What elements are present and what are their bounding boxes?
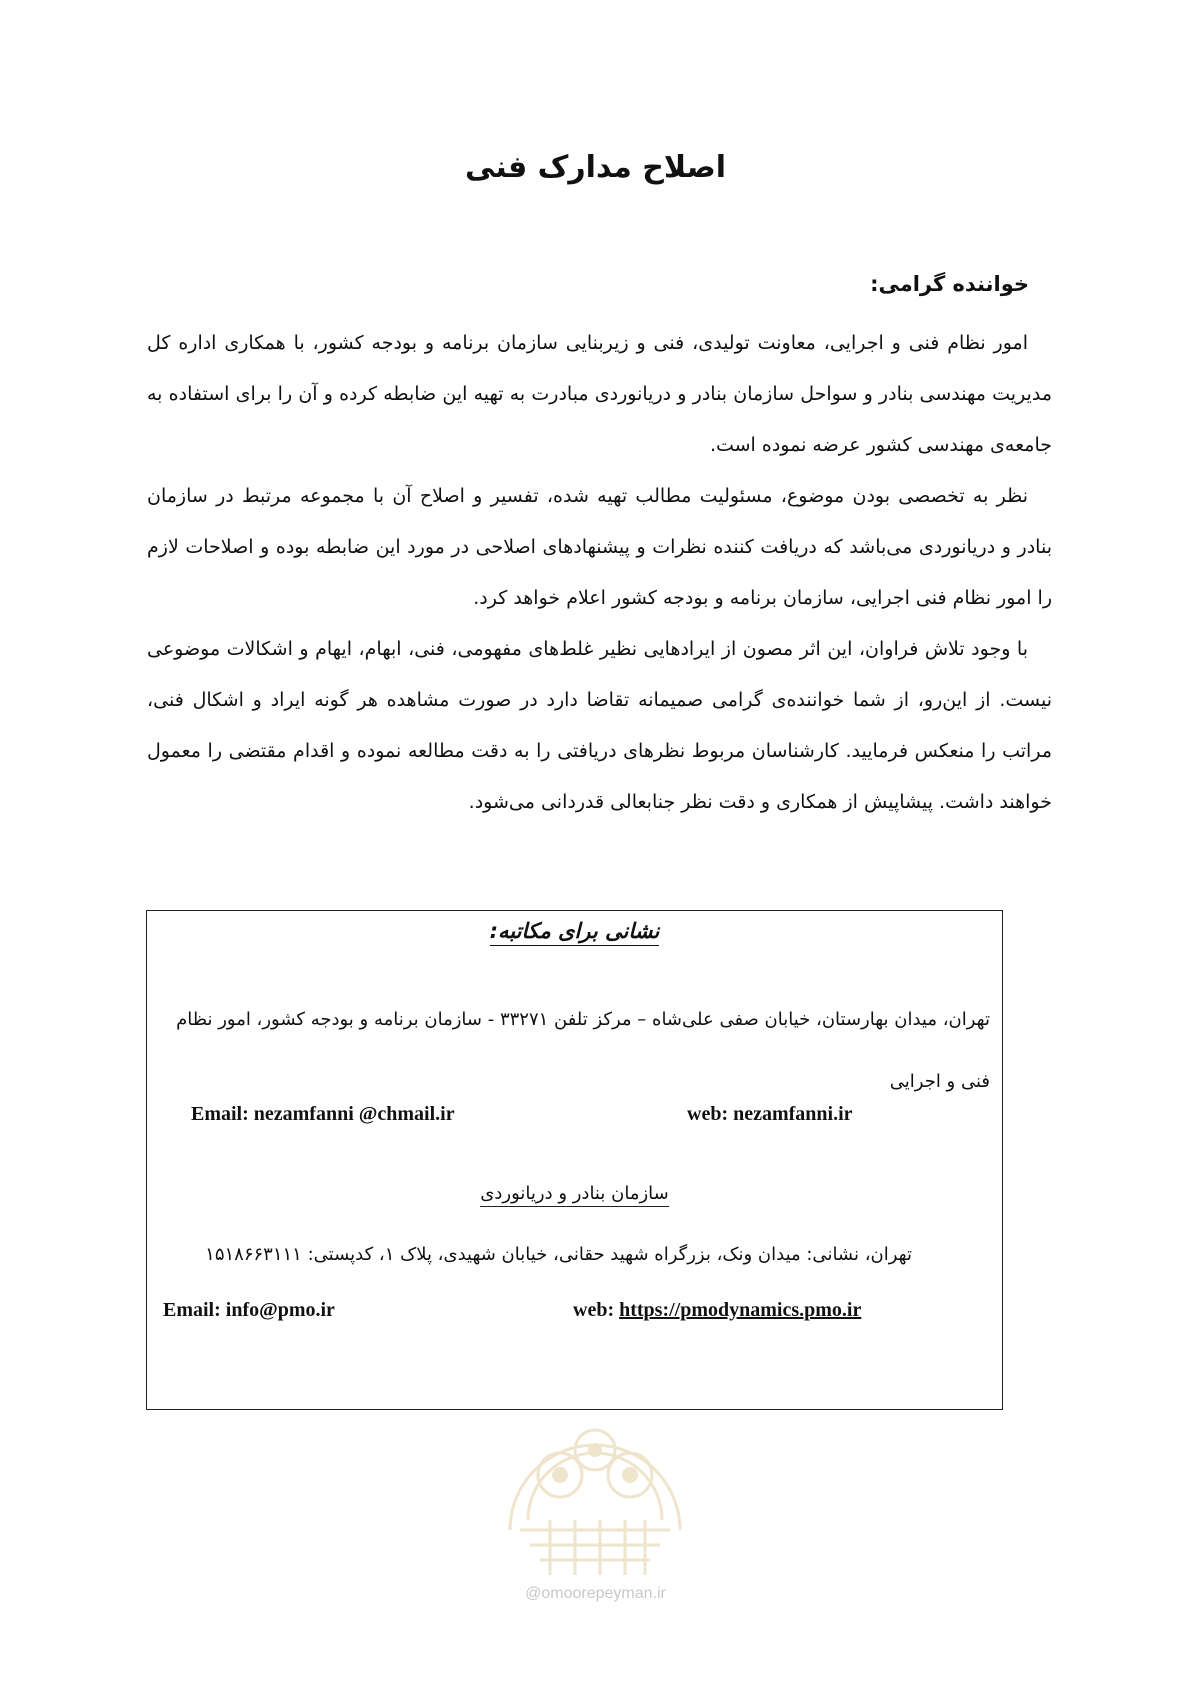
web-pmo xyxy=(573,1299,861,1322)
web-pmo-label: web: xyxy=(573,1299,615,1321)
address-pmo: تهران، نشانی: میدان ونک، بزرگراه شهید حقانی، خیابان شهیدی، پلاک ۱، کدپستی: ۱۵۱۸۶۶۳۱۱۱ xyxy=(205,1244,912,1265)
web-nezamfanni: web: nezamfanni.ir xyxy=(687,1103,853,1125)
paragraph: امور نظام فنی و اجرایی، معاونت تولیدی، فنی و زیربنایی سازمان برنامه و بودجه کشور، با همکاری اداره کل مدیریت مهندسی بنادر و سواحل سازمان بنادر و دریانوردی مبادرت به تهیه این ضابطه کرده و آن را برای استفاده به جامعه‌ی مهندسی کشور عرضه نموده است. xyxy=(147,332,1052,456)
paragraph: با وجود تلاش فراوان، این اثر مصون از ایرادهایی نظیر غلط‌های مفهومی، فنی، ابهام، ایهام و اشکالات موضوعی نیست. از این‌رو، از شما خواننده‌ی گرامی صمیمانه تقاضا دارد در صورت مشاهده هر گونه ایراد و اشکال فنی، مراتب را منعکس فرمایید. کارشناسان مربوط نظرهای دریافتی را به دقت مطالعه نموده و اقدام مقتضی را معمول خواهند داشت. پیشاپیش از همکاری و دقت نظر جنابعالی قدردانی می‌شود. xyxy=(147,638,1052,813)
contact-heading-text: نشانی برای مکاتبه: xyxy=(490,919,660,946)
greeting: خواننده گرامی: xyxy=(870,272,1029,296)
address-nezamfanni: تهران، میدان بهارستان، خیابان صفی علی‌شاه – مرکز تلفن ۳۳۲۷۱ - سازمان برنامه و بودجه کشور، امور نظام فنی و اجرایی xyxy=(176,1009,990,1092)
body-text xyxy=(147,318,1052,828)
email-pmo: Email: info@pmo.ir xyxy=(163,1299,335,1321)
page-title: اصلاح مدارک فنی xyxy=(465,150,726,185)
email-nezamfanni: Email: nezamfanni @chmail.ir xyxy=(191,1103,455,1125)
org-ports-maritime xyxy=(147,1183,1002,1204)
paragraph: نظر به تخصصی بودن موضوع، مسئولیت مطالب تهیه شده، تفسیر و اصلاح آن با مجموعه مرتبط در سازمان بنادر و دریانوردی می‌باشد که دریافت کننده نظرات و پیشنهادهای اصلاحی در مورد این ضابطه بوده و اصلاحات لازم را امور نظام فنی اجرایی، سازمان برنامه و بودجه کشور اعلام خواهد کرد. xyxy=(147,485,1052,609)
web-pmo-link[interactable]: https://pmodynamics.pmo.ir xyxy=(619,1299,862,1321)
watermark-logo-icon xyxy=(480,1380,710,1580)
contact-heading xyxy=(147,919,1002,943)
org-ports-maritime-text: سازمان بنادر و دریانوردی xyxy=(480,1183,668,1207)
contact-box xyxy=(146,910,1003,1410)
watermark-text: @omoorepeyman.ir xyxy=(525,1585,666,1602)
